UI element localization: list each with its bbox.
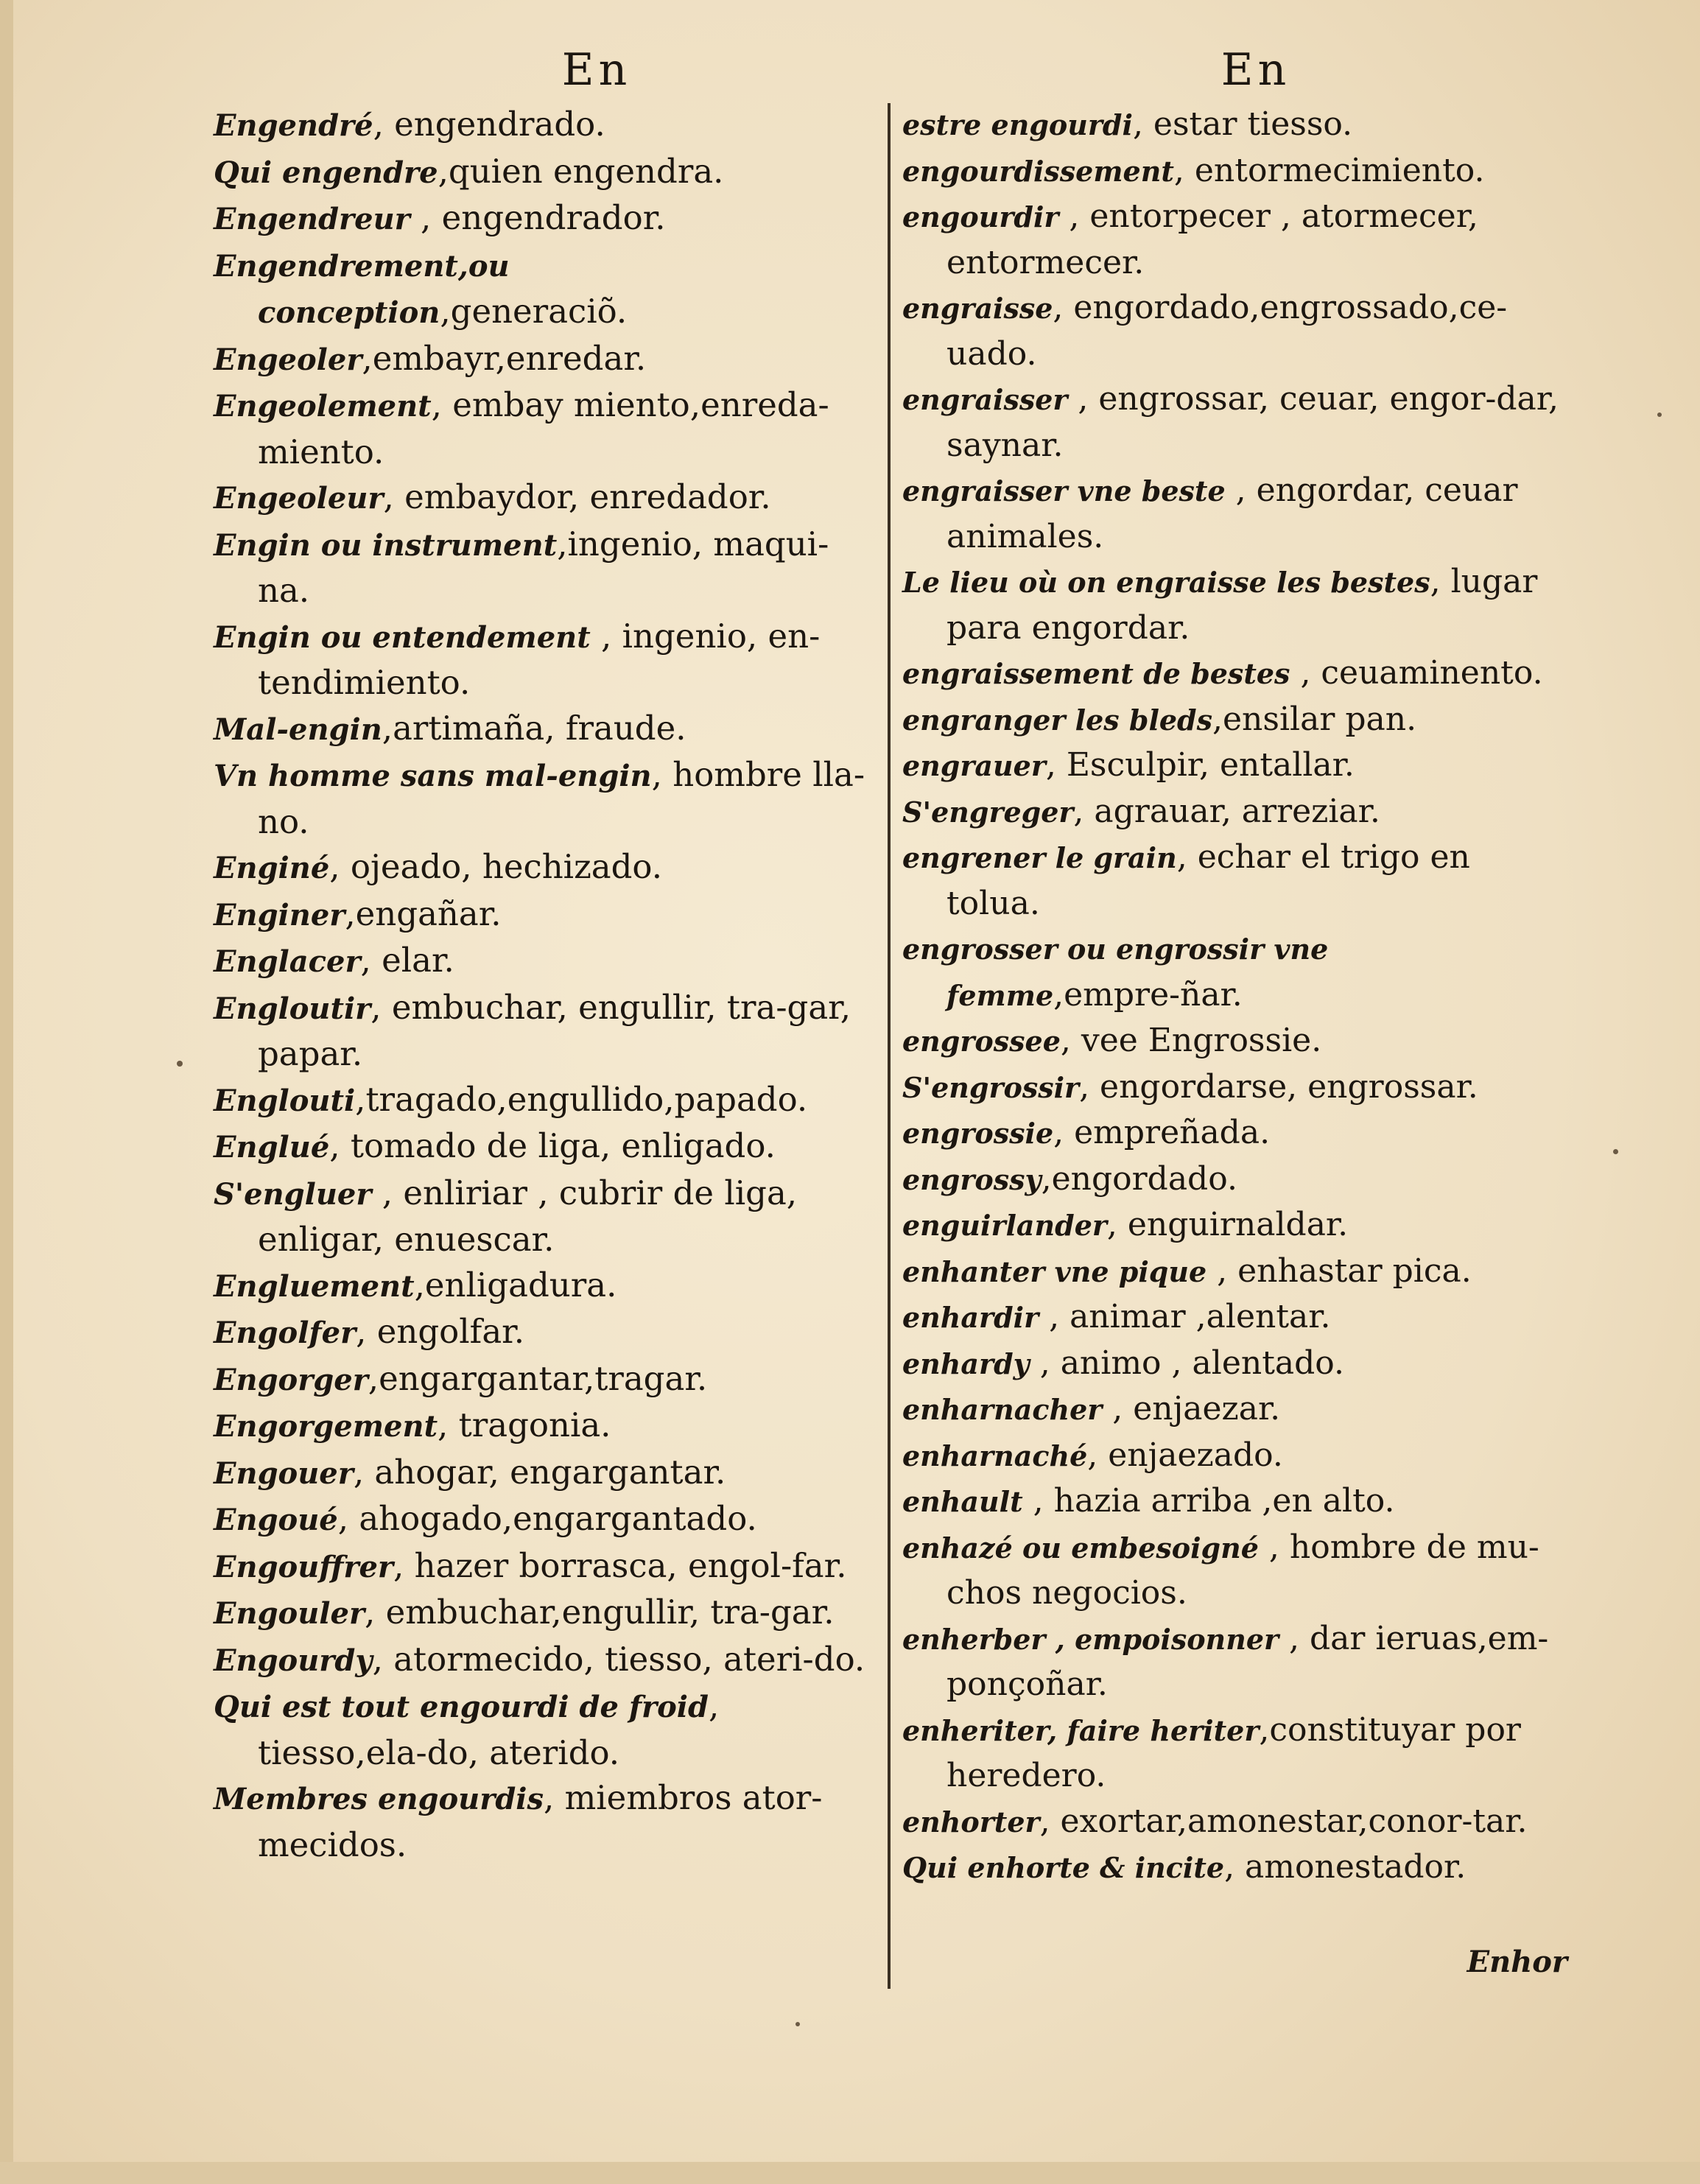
dictionary-entry [902,559,1565,650]
entry-headword: enhardir [902,1301,1039,1334]
entry-headword: Engendré [214,108,373,143]
entry-headword: S'engreger [902,795,1074,829]
entry-definition: , agrauar, arreziar. [1073,792,1380,830]
entry-headword: Qui est tout engourdi de froid [214,1690,709,1724]
page-edge-left [0,0,13,2184]
entry-headword: Engorgement [214,1409,438,1444]
entry-definition: , tomado de liga, enligado. [329,1126,776,1165]
entry-headword: Enginé [214,851,330,885]
dictionary-entry [902,1018,1565,1064]
entry-headword: Enginer [214,897,345,933]
entry-definition: , enguirnaldar. [1106,1206,1349,1243]
entry-definition: , hazia arriba ,en alto. [1022,1482,1395,1520]
entry-headword: Qui engendre [214,155,438,190]
entry-headword: S'engluer [214,1176,372,1212]
entry-definition: , engolfar. [356,1312,525,1351]
entry-definition: , engendrador. [410,198,666,237]
left-entry-list [214,102,877,1867]
entry-definition: , animar ,alentar. [1039,1298,1331,1335]
entry-headword: Engouer [214,1456,354,1491]
dictionary-entry [214,985,877,1077]
dictionary-entry [902,1386,1565,1433]
entry-headword: Engin ou instrument [214,527,558,563]
entry-headword: Engendrement,ou conception [214,248,510,330]
dictionary-entry [214,1402,877,1450]
entry-definition: , echar el trigo en tolua. [946,838,1470,922]
dictionary-entry [902,1156,1565,1203]
entry-headword: estre engourdi [902,108,1133,141]
ink-speck [1657,412,1662,417]
dictionary-entry [214,1543,877,1590]
entry-headword: engraisser [902,383,1068,416]
entry-headword: Engin ou entendement [214,619,591,655]
entry-headword: Engendreur [214,202,410,236]
dictionary-entry [902,376,1565,468]
dictionary-entry [902,1249,1565,1295]
dictionary-entry [902,1110,1565,1156]
entry-headword: Engolfer [214,1316,356,1350]
right-entry-list [902,102,1565,1891]
dictionary-entry [902,926,1565,1018]
entry-headword: Engeolement [214,389,432,424]
entry-definition: , estar tiesso. [1132,105,1353,143]
dictionary-entry [214,102,877,149]
entry-headword: engourdissement [902,154,1174,188]
entry-definition: ,engañar. [345,893,502,933]
entry-headword: engrossee [902,1025,1061,1058]
dictionary-entry [214,1590,877,1637]
ink-speck [795,2022,800,2026]
entry-headword: enhault [902,1485,1023,1518]
entry-definition: , engendrado. [373,105,605,144]
entry-definition: , engordado,engrossado,ce-uado. [946,289,1508,373]
dictionary-entry [214,938,877,985]
entry-definition: , ahogado,engargantado. [337,1499,757,1538]
entry-definition: , embaydor, enredador. [383,477,771,516]
entry-headword: Membres engourdis [214,1782,544,1816]
left-column [214,44,877,1867]
entry-definition: , empreñada. [1053,1114,1271,1151]
entry-definition: ,artimaña, fraude. [382,708,686,748]
entry-definition: , atormecido, tiesso, ateri-do. [372,1639,865,1679]
entry-definition: ,generaciõ. [440,292,628,331]
dictionary-entry [902,194,1565,285]
entry-headword: engraisse [902,292,1053,325]
entry-definition: , ojeado, hechizado. [329,847,663,886]
dictionary-entry [214,1263,877,1310]
entry-headword: enherber , empoisonner [902,1622,1279,1656]
entry-headword: engranger les bleds [902,703,1213,737]
entry-headword: Englué [214,1130,330,1165]
column-divider [888,103,891,1989]
entry-headword: enguirlander [902,1209,1107,1242]
dictionary-entry [214,1077,877,1124]
dictionary-entry [902,1478,1565,1525]
entry-definition: ,empre-ñar. [1053,975,1243,1014]
entry-headword: enheriter, faire heriter [902,1713,1260,1747]
entry-definition: , embuchar,engullir, tra-gar. [365,1593,835,1632]
entry-definition: , enjaezar. [1102,1390,1281,1428]
page-edge-bottom [0,2162,1700,2184]
entry-headword: Engourdy [214,1643,373,1678]
entry-definition: , ceuaminento. [1290,654,1543,692]
dictionary-entry [214,1123,877,1170]
dictionary-entry [902,789,1565,835]
entry-definition: , Esculpir, entallar. [1045,746,1355,784]
entry-headword: Engouffrer [214,1549,393,1584]
entry-headword: engrosser ou engrossir vne femme [902,933,1329,1012]
entry-definition: ,tragado,engullido,papado. [355,1079,808,1119]
entry-definition: , enliriar , cubrir de liga, enligar, enuescar. [258,1173,798,1259]
entry-definition: ,constituyar por heredero. [946,1710,1521,1794]
dictionary-entry [902,1616,1565,1707]
entry-headword: engraisser vne beste [902,474,1226,508]
entry-definition: , ingenio, en-tendimiento. [258,616,821,702]
dictionary-entry [214,706,877,753]
entry-definition: , enjaezado. [1087,1436,1283,1474]
entry-definition: , tragonia. [438,1405,611,1444]
dictionary-entry [902,102,1565,148]
entry-definition: , vee Engrossie. [1060,1022,1322,1059]
entry-headword: engrauer [902,749,1046,782]
entry-headword: Qui enhorte & incite [902,1851,1225,1884]
entry-definition: ,embayr,enredar. [362,338,647,378]
dictionary-entry [214,336,877,383]
entry-definition: , animo , alentado. [1029,1344,1344,1382]
entry-definition: , miembros ator-mecidos. [258,1778,823,1864]
dictionary-entry [214,242,877,336]
entry-headword: engourdir [902,200,1059,234]
dictionary-entry [214,1496,877,1543]
entry-headword: Englouti [214,1083,356,1118]
entry-headword: Mal-engin [214,712,382,747]
entry-definition: , engordar, ceuar animales. [946,471,1518,555]
entry-definition: , entorpecer , atormecer, entormecer. [946,197,1478,281]
entry-headword: enhanter vne pique [902,1254,1207,1288]
dictionary-entry [214,1170,877,1263]
dictionary-entry [214,382,877,474]
dictionary-entry [902,650,1565,697]
dictionary-entry [214,1450,877,1497]
entry-definition: , ahogar, engargantar. [353,1452,726,1492]
entry-headword: Engeoleur [214,481,384,516]
entry-definition: , enhastar pica. [1206,1251,1472,1290]
dictionary-entry [214,522,877,614]
entry-headword: S'engrossir [902,1070,1080,1104]
entry-headword: Vn homme sans mal-engin [214,759,652,793]
dictionary-entry [214,474,877,522]
entry-headword: Engeoler [214,342,362,377]
entry-headword: engrener le grain [902,841,1177,874]
entry-headword: Le lieu où on engraisse les bestes [902,566,1430,599]
entry-headword: engrossie [902,1117,1054,1150]
dictionary-entry [902,742,1565,789]
dictionary-entry [902,1341,1565,1387]
dictionary-entry [214,844,877,891]
entry-definition: , engordarse, engrossar. [1079,1067,1478,1106]
entry-definition: , lugar para engordar. [946,563,1538,647]
dictionary-entry [902,697,1565,743]
catchword: Enhor [1467,1945,1567,1979]
entry-headword: Engoué [214,1503,338,1537]
entry-definition: ,enligadura. [414,1265,617,1305]
dictionary-entry [902,1844,1565,1891]
right-column [902,44,1565,1891]
dictionary-entry [214,891,877,938]
dictionary-entry [214,1637,877,1684]
dictionary-entry [214,195,877,242]
entry-definition: , hombre de mu-chos negocios. [946,1528,1539,1612]
entry-definition: , elar. [360,941,454,980]
entry-headword: Englacer [214,944,361,979]
right-column-header: En [1220,44,1291,96]
dictionary-entry [902,1064,1565,1111]
entry-definition: ,engordado. [1041,1159,1237,1198]
dictionary-entry [214,1309,877,1356]
ink-speck [1613,1149,1618,1154]
entry-definition: , exortar,amonestar,conor-tar. [1039,1802,1528,1840]
entry-headword: Engluement [214,1268,415,1304]
entry-definition: ,quien engendra. [438,151,724,191]
dictionary-entry [902,1707,1565,1799]
entry-definition: , embay miento,enreda-miento. [258,385,829,471]
entry-headword: Engouler [214,1596,365,1631]
dictionary-entry [214,149,877,196]
entry-headword: enharnaché [902,1439,1088,1472]
entry-definition: , entormecimiento. [1173,151,1485,189]
entry-definition: ,ensilar pan. [1212,700,1417,738]
dictionary-entry [214,1356,877,1403]
entry-definition: , tiesso,ela-do, aterido. [258,1686,720,1772]
dictionary-entry [902,468,1565,559]
entry-definition: ,engargantar,tragar. [368,1358,708,1398]
entry-headword: Engloutir [214,991,371,1026]
dictionary-entry [902,148,1565,194]
dictionary-entry [214,1683,877,1775]
dictionary-entry [214,614,877,706]
dictionary-entry [902,1294,1565,1341]
entry-headword: Engorger [214,1362,368,1397]
left-column-header: En [561,44,632,96]
entry-definition: ,ingenio, maqui-na. [258,524,829,610]
entry-headword: enharnacher [902,1393,1103,1426]
entry-headword: enhorter [902,1805,1040,1839]
entry-definition: , embuchar, engullir, tra-gar, papar. [258,987,851,1073]
entry-headword: enhazé ou embesoigné [902,1531,1259,1565]
entry-headword: enhardy [902,1346,1030,1380]
dictionary-entry [902,1202,1565,1249]
dictionary-entry [902,285,1565,376]
dictionary-entry [902,835,1565,926]
entry-definition: , amonestador. [1224,1848,1467,1886]
entry-headword: engraissement de bestes [902,657,1290,690]
dictionary-entry [214,752,877,844]
entry-definition: , engrossar, ceuar, engor-dar, saynar. [946,380,1559,464]
dictionary-entry [902,1433,1565,1479]
entry-definition: , hazer borrasca, engol-far. [393,1545,847,1585]
dictionary-entry [214,1775,877,1867]
dictionary-entry [902,1799,1565,1845]
entry-definition: , dar ieruas,em-ponçoñar. [946,1619,1549,1703]
ink-speck [177,1061,183,1067]
entry-headword: engrossy [902,1162,1042,1196]
dictionary-entry [902,1525,1565,1616]
entry-definition: , hombre lla-no. [258,755,865,841]
